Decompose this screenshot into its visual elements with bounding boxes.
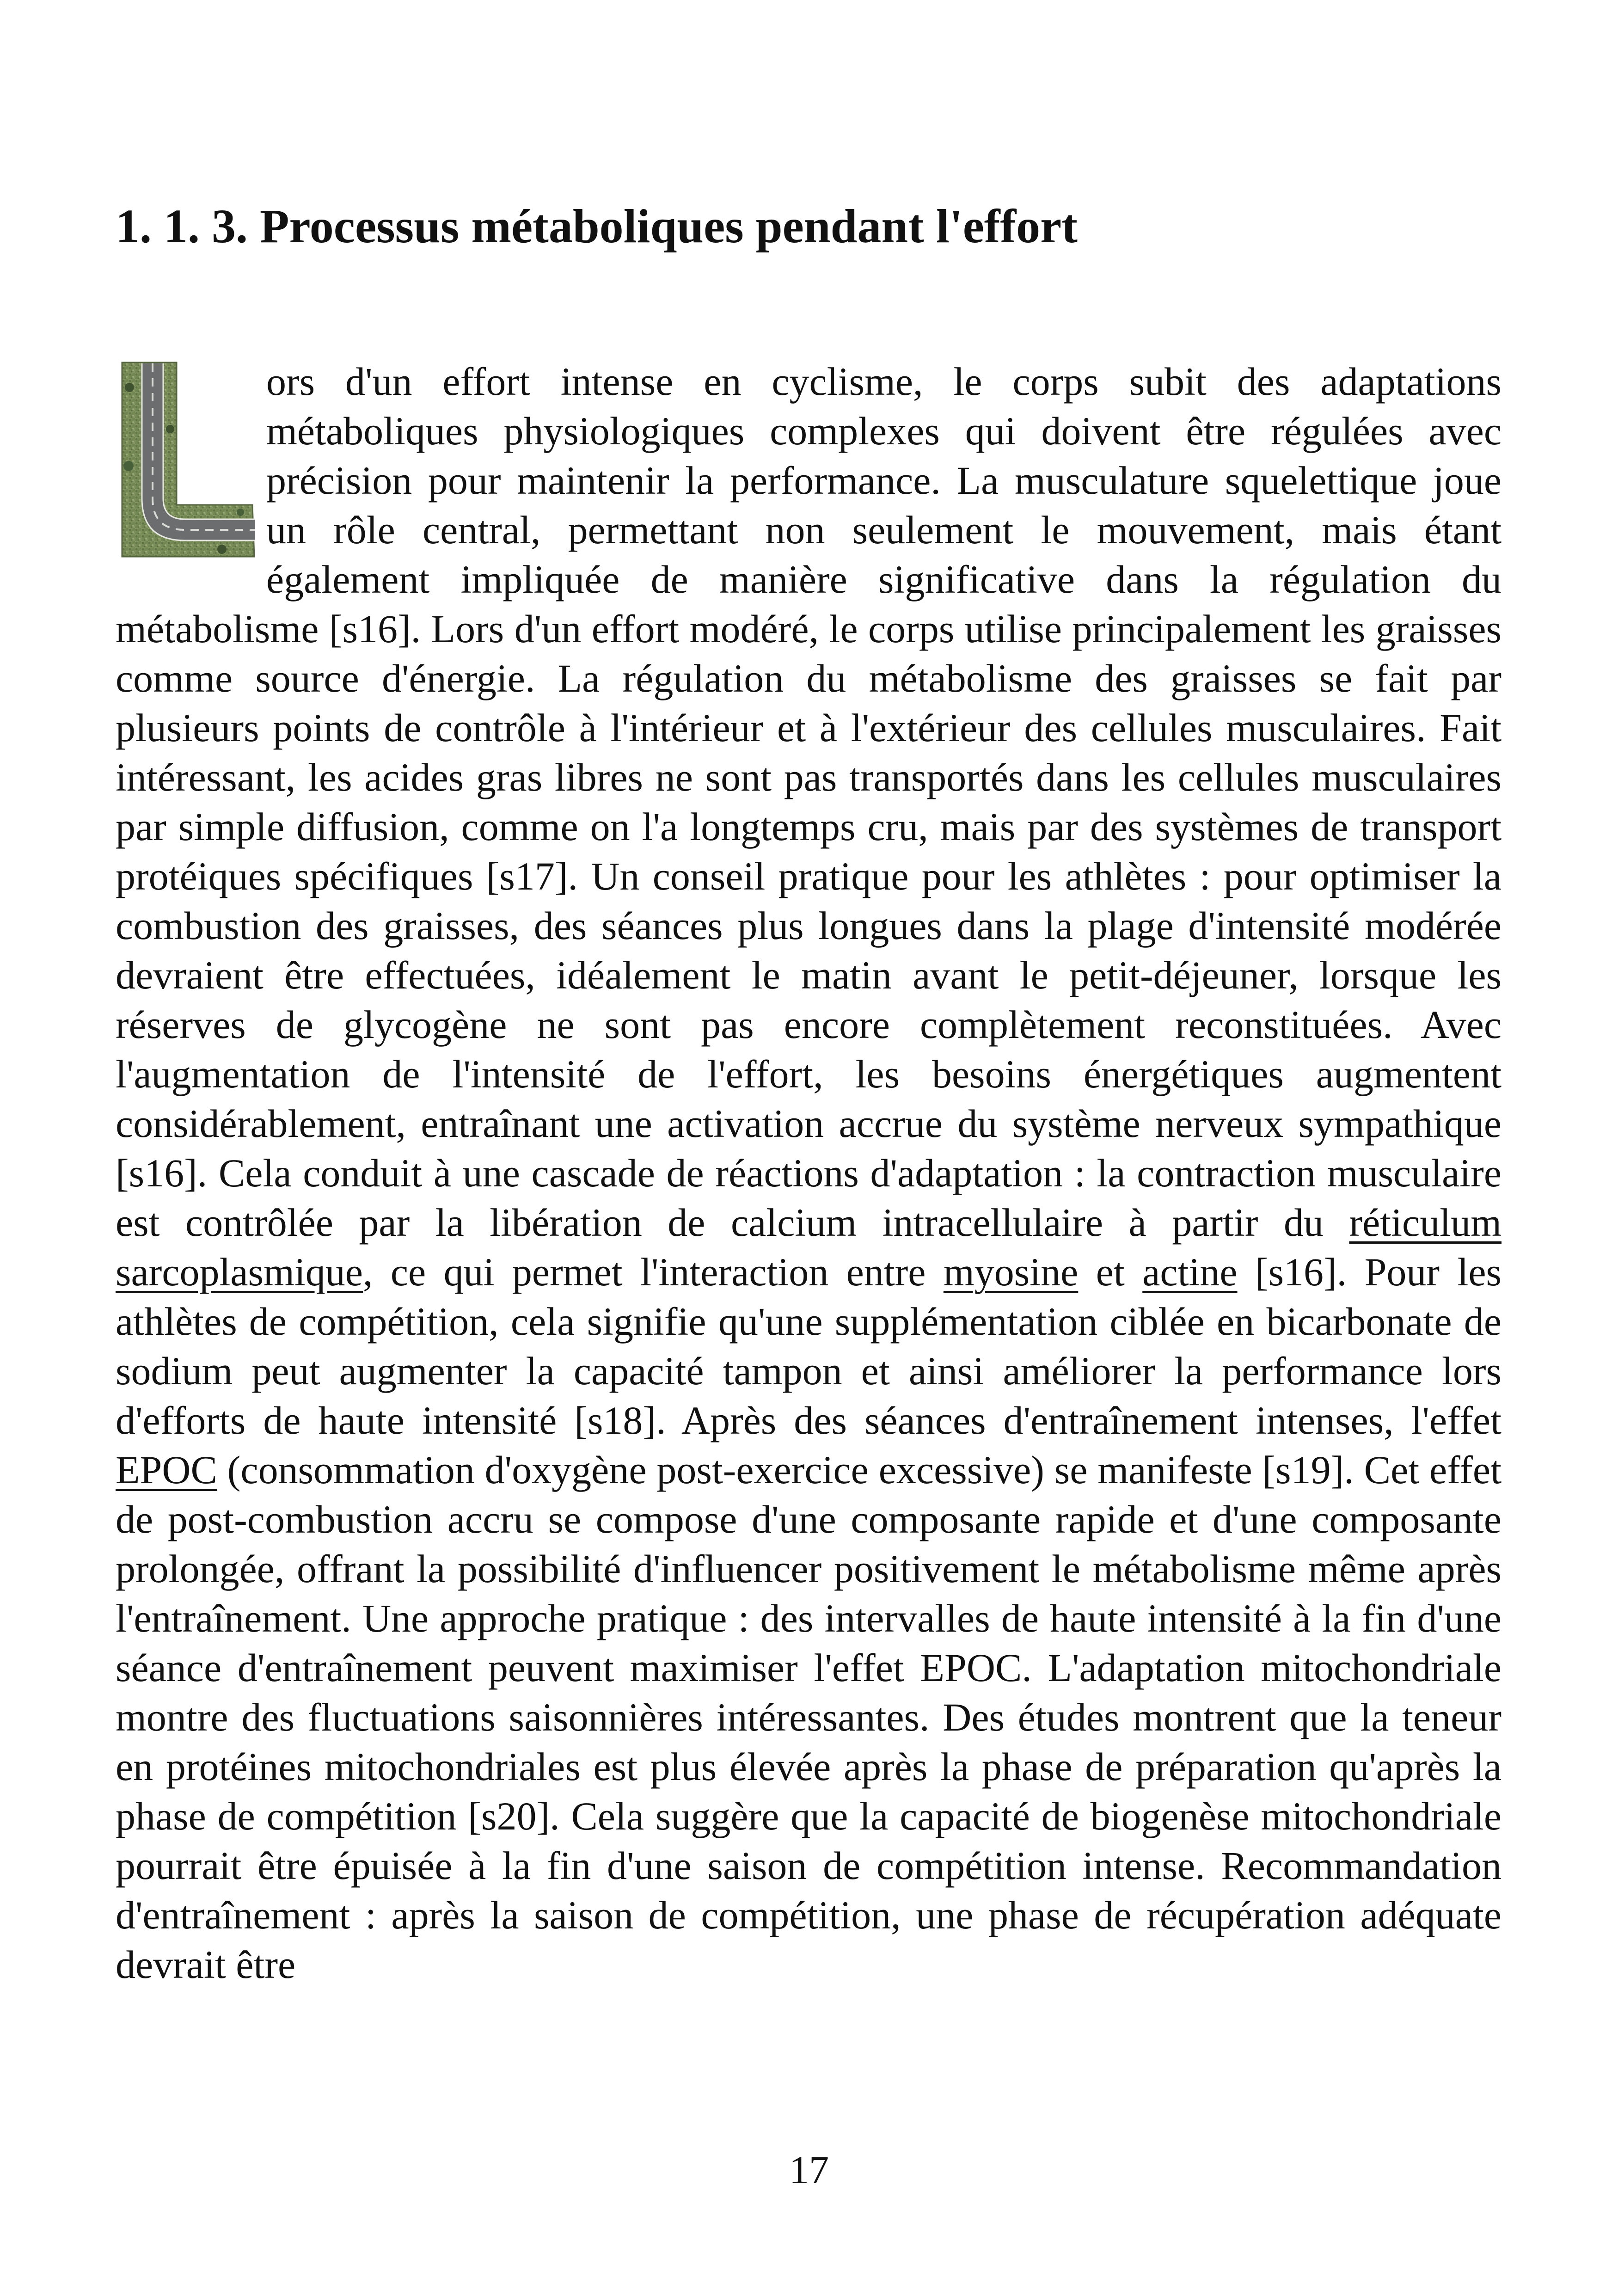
link-epoc[interactable]: EPOC: [116, 1448, 217, 1492]
link-actine[interactable]: actine: [1142, 1250, 1238, 1294]
paragraph-text: (consommation d'oxygène post-exercice excessive) se manifeste [s19]. Cet effet de post-combustion accru se compose d'une composante rapide et d'une composante prolongée, offrant la possibilité d'influencer positivement le métabolisme même après l'entraînement. Une approche pratique : des intervalles de haute intensité à la fin d'une séance d'entraînement peuvent maximiser l'effet EPOC. L'adaptation mitochondriale montre des fluctuations saisonnières intéressantes. Des études montrent que la teneur en protéines mitochondriales est plus élevée après la phase de préparation qu'après la phase de compétition [s20]. Cela suggère que la capacité de biogenèse mitochondriale pourrait être épuisée à la fin d'une saison de compétition intense. Recommandation d'entraînement : après la saison de compétition, une phase de récupération adéquate devrait être: [116, 1448, 1502, 1987]
paragraph-text: [s16]. Pour les athlètes de compétition, cela signifie qu'une supplémentation ciblée en bicarbonate de sodium peut augmenter la capacité tampon et ainsi améliorer la performance lors d'efforts de haute intensité [s18]. Après des séances d'entraînement intenses, l'effet: [116, 1250, 1502, 1443]
paragraph-text: , ce qui permet l'interaction entre: [362, 1250, 944, 1294]
body-paragraph: [116, 357, 1502, 1989]
paragraph-text: ors d'un effort intense en cyclisme, le corps subit des adaptations métaboliques physiologiques complexes qui doivent être régulées avec précision pour maintenir la performance. La musculature squelettique joue un rôle central, permettant non seulement le mouvement, mais étant également impliquée de manière significative dans la régulation du métabolisme [s16]. Lors d'un effort modéré, le corps utilise principalement les graisses comme source d'énergie. La régulation du métabolisme des graisses se fait par plusieurs points de contrôle à l'intérieur et à l'extérieur des cellules musculaires. Fait intéressant, les acides gras libres ne sont pas transportés dans les cellules musculaires par simple diffusion, comme on l'a longtemps cru, mais par des systèmes de transport protéiques spécifiques [s17]. Un conseil pratique pour les athlètes : pour optimiser la combustion des graisses, des séances plus longues dans la plage d'intensité modérée devraient être effectuées, idéalement le matin avant le petit-déjeuner, lorsque les réserves de glycogène ne sont pas encore complètement reconstituées. Avec l'augmentation de l'intensité de l'effort, les besoins énergétiques augmentent considérablement, entraînant une activation accrue du système nerveux sympathique [s16]. Cela conduit à une cascade de réactions d'adaptation : la contraction musculaire est contrôlée par la libération de calcium intracellulaire à partir du: [116, 359, 1502, 1245]
dropcap-road-image: [116, 360, 259, 559]
link-reticulum-sarcoplasmique[interactable]: réticulum sarcoplasmique: [116, 1200, 1502, 1294]
paragraph-text: et: [1078, 1250, 1143, 1294]
dropcap-letter-l: [116, 360, 259, 559]
page-number: 17: [789, 2148, 829, 2192]
link-myosine[interactable]: myosine: [943, 1250, 1079, 1294]
section-heading: 1. 1. 3. Processus métaboliques pendant l'effort: [116, 200, 1078, 253]
